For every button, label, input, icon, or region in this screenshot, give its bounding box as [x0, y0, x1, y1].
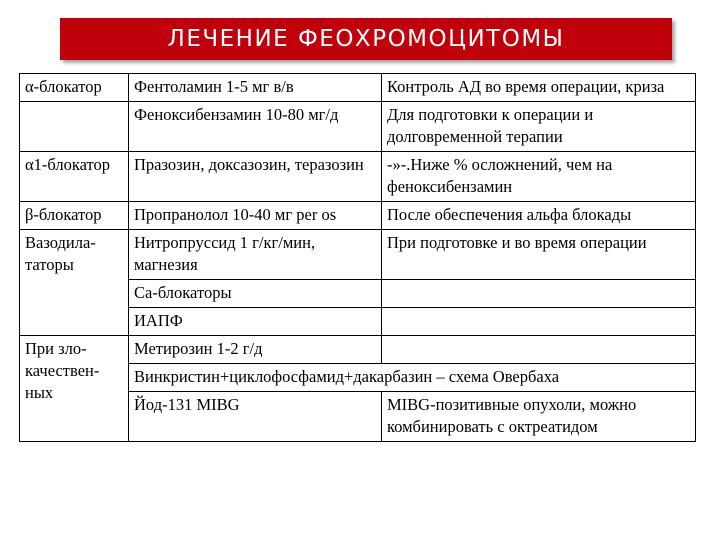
table-row — [20, 230, 696, 280]
table-row — [20, 336, 696, 364]
page-title: ЛЕЧЕНИЕ ФЕОХРОМОЦИТОМЫ — [167, 26, 565, 52]
table-cell: β-блокатор — [20, 202, 129, 230]
table-row — [20, 308, 696, 336]
table-cell — [382, 308, 696, 336]
table-cell: Фентоламин 1-5 мг в/в — [129, 74, 382, 102]
table-cell: α-блокатор — [20, 74, 129, 102]
table-cell: Контроль АД во время операции, криза — [382, 74, 696, 102]
table-cell: Метирозин 1-2 г/д — [129, 336, 382, 364]
table-row — [20, 280, 696, 308]
title-banner — [60, 18, 672, 60]
table-cell — [20, 280, 129, 308]
table-cell — [382, 336, 696, 364]
table-cell: -»-.Ниже % осложнений, чем на феноксибензамин — [382, 152, 696, 202]
table-cell: Празозин, доксазозин, теразозин — [129, 152, 382, 202]
table-cell: Са-блокаторы — [129, 280, 382, 308]
table-cell: Для подготовки к операции и долговременной терапии — [382, 102, 696, 152]
table-cell: Йод-131 MIBG — [129, 392, 382, 442]
table-cell: Винкристин+циклофосфамид+дакарбазин – схема Овербаха — [129, 364, 696, 392]
table-cell: Пропранолол 10-40 мг per os — [129, 202, 382, 230]
table-cell: ИАПФ — [129, 308, 382, 336]
table-row — [20, 102, 696, 152]
table-cell: После обеспечения альфа блокады — [382, 202, 696, 230]
table-row — [20, 152, 696, 202]
table-row — [20, 74, 696, 102]
table-cell: При зло-качествен-ных — [20, 336, 129, 442]
table-row — [20, 202, 696, 230]
table-cell: Нитропруссид 1 г/кг/мин, магнезия — [129, 230, 382, 280]
table-cell — [382, 280, 696, 308]
table-cell: Вазодила-таторы — [20, 230, 129, 280]
table-cell — [20, 102, 129, 152]
treatment-table — [19, 73, 696, 442]
table-cell — [20, 308, 129, 336]
table-cell: MIBG-позитивные опухоли, можно комбинировать с октреатидом — [382, 392, 696, 442]
table-cell: α1-блокатор — [20, 152, 129, 202]
table-cell: Феноксибензамин 10-80 мг/д — [129, 102, 382, 152]
table-cell: При подготовке и во время операции — [382, 230, 696, 280]
